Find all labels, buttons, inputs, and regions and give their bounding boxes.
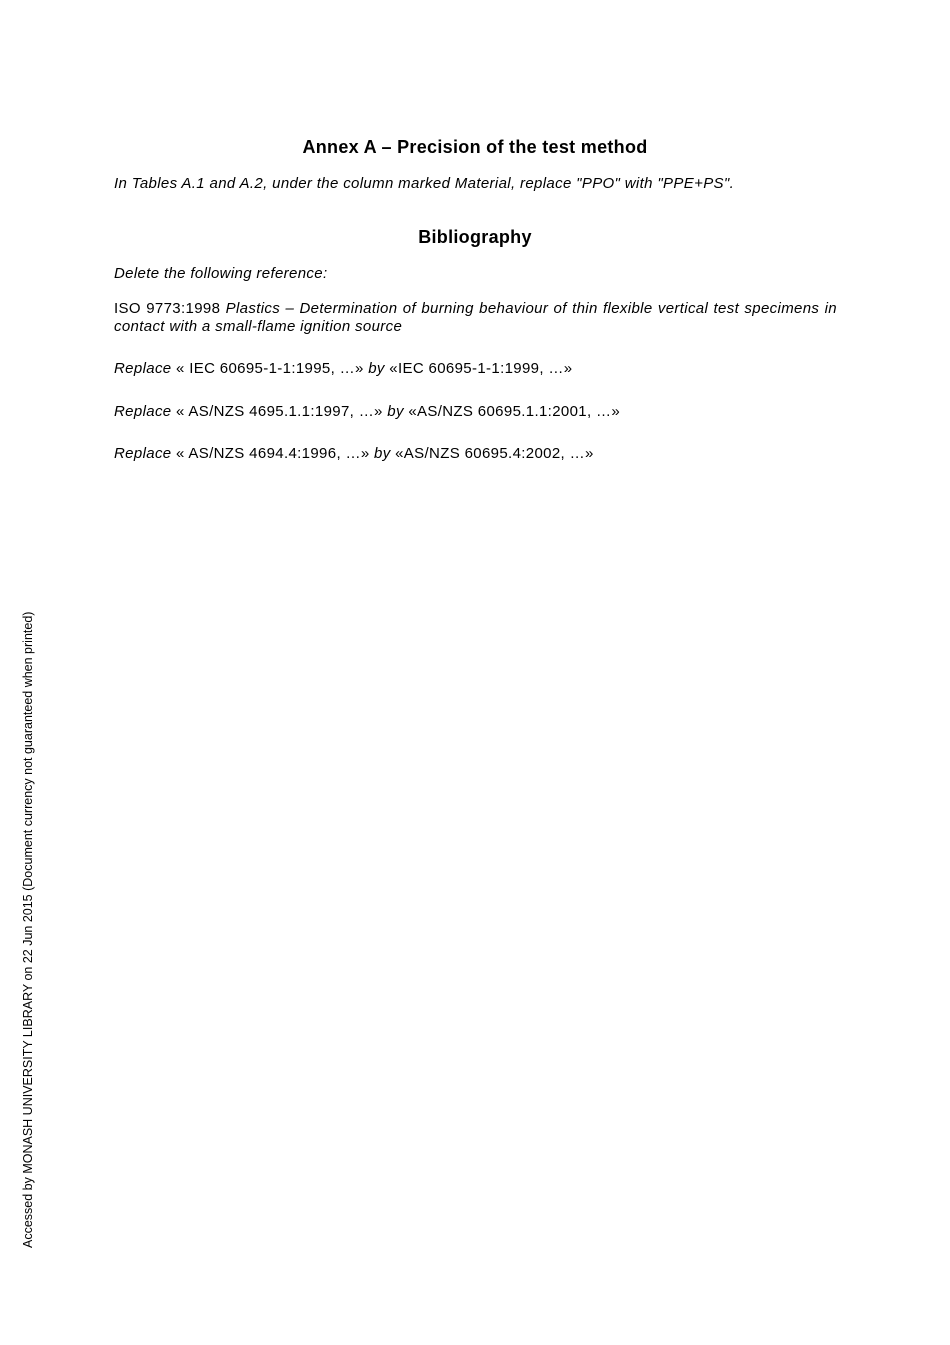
bibliography-heading: Bibliography — [418, 227, 532, 247]
old-reference: « AS/NZS 4695.1.1:1997, …» — [171, 403, 388, 420]
delete-note: Delete the following reference: — [114, 265, 328, 282]
reference-title: Plastics – Determination of burning behaviour of thin flexible vertical test specimens in contact with a small-flame ignition source — [114, 300, 837, 335]
new-reference: «IEC 60695-1-1:1999, …» — [384, 360, 573, 377]
reference-number: ISO 9773:1998 — [114, 300, 226, 317]
new-reference: «AS/NZS 60695.4:2002, …» — [390, 445, 594, 462]
by-word: by — [387, 403, 404, 420]
replace-word: Replace — [114, 403, 172, 420]
annex-note: In Tables A.1 and A.2, under the column marked Material, replace "PPO" with "PPE+PS". — [114, 175, 735, 192]
annex-heading: Annex A – Precision of the test method — [302, 137, 648, 157]
new-reference: «AS/NZS 60695.1.1:2001, …» — [403, 403, 621, 420]
old-reference: « AS/NZS 4694.4:1996, …» — [171, 445, 375, 462]
deleted-reference — [114, 300, 837, 336]
by-word: by — [374, 445, 391, 462]
old-reference: « IEC 60695-1-1:1995, …» — [171, 360, 369, 377]
replacement-2 — [114, 403, 837, 421]
replace-word: Replace — [114, 445, 172, 462]
by-word: by — [368, 360, 385, 377]
replacement-3 — [114, 445, 837, 463]
replacement-1 — [114, 360, 837, 378]
replace-word: Replace — [114, 360, 172, 377]
access-notice: Accessed by MONASH UNIVERSITY LIBRARY on 22 Jun 2015 (Document currency not guaranteed when printed) — [21, 611, 35, 1248]
